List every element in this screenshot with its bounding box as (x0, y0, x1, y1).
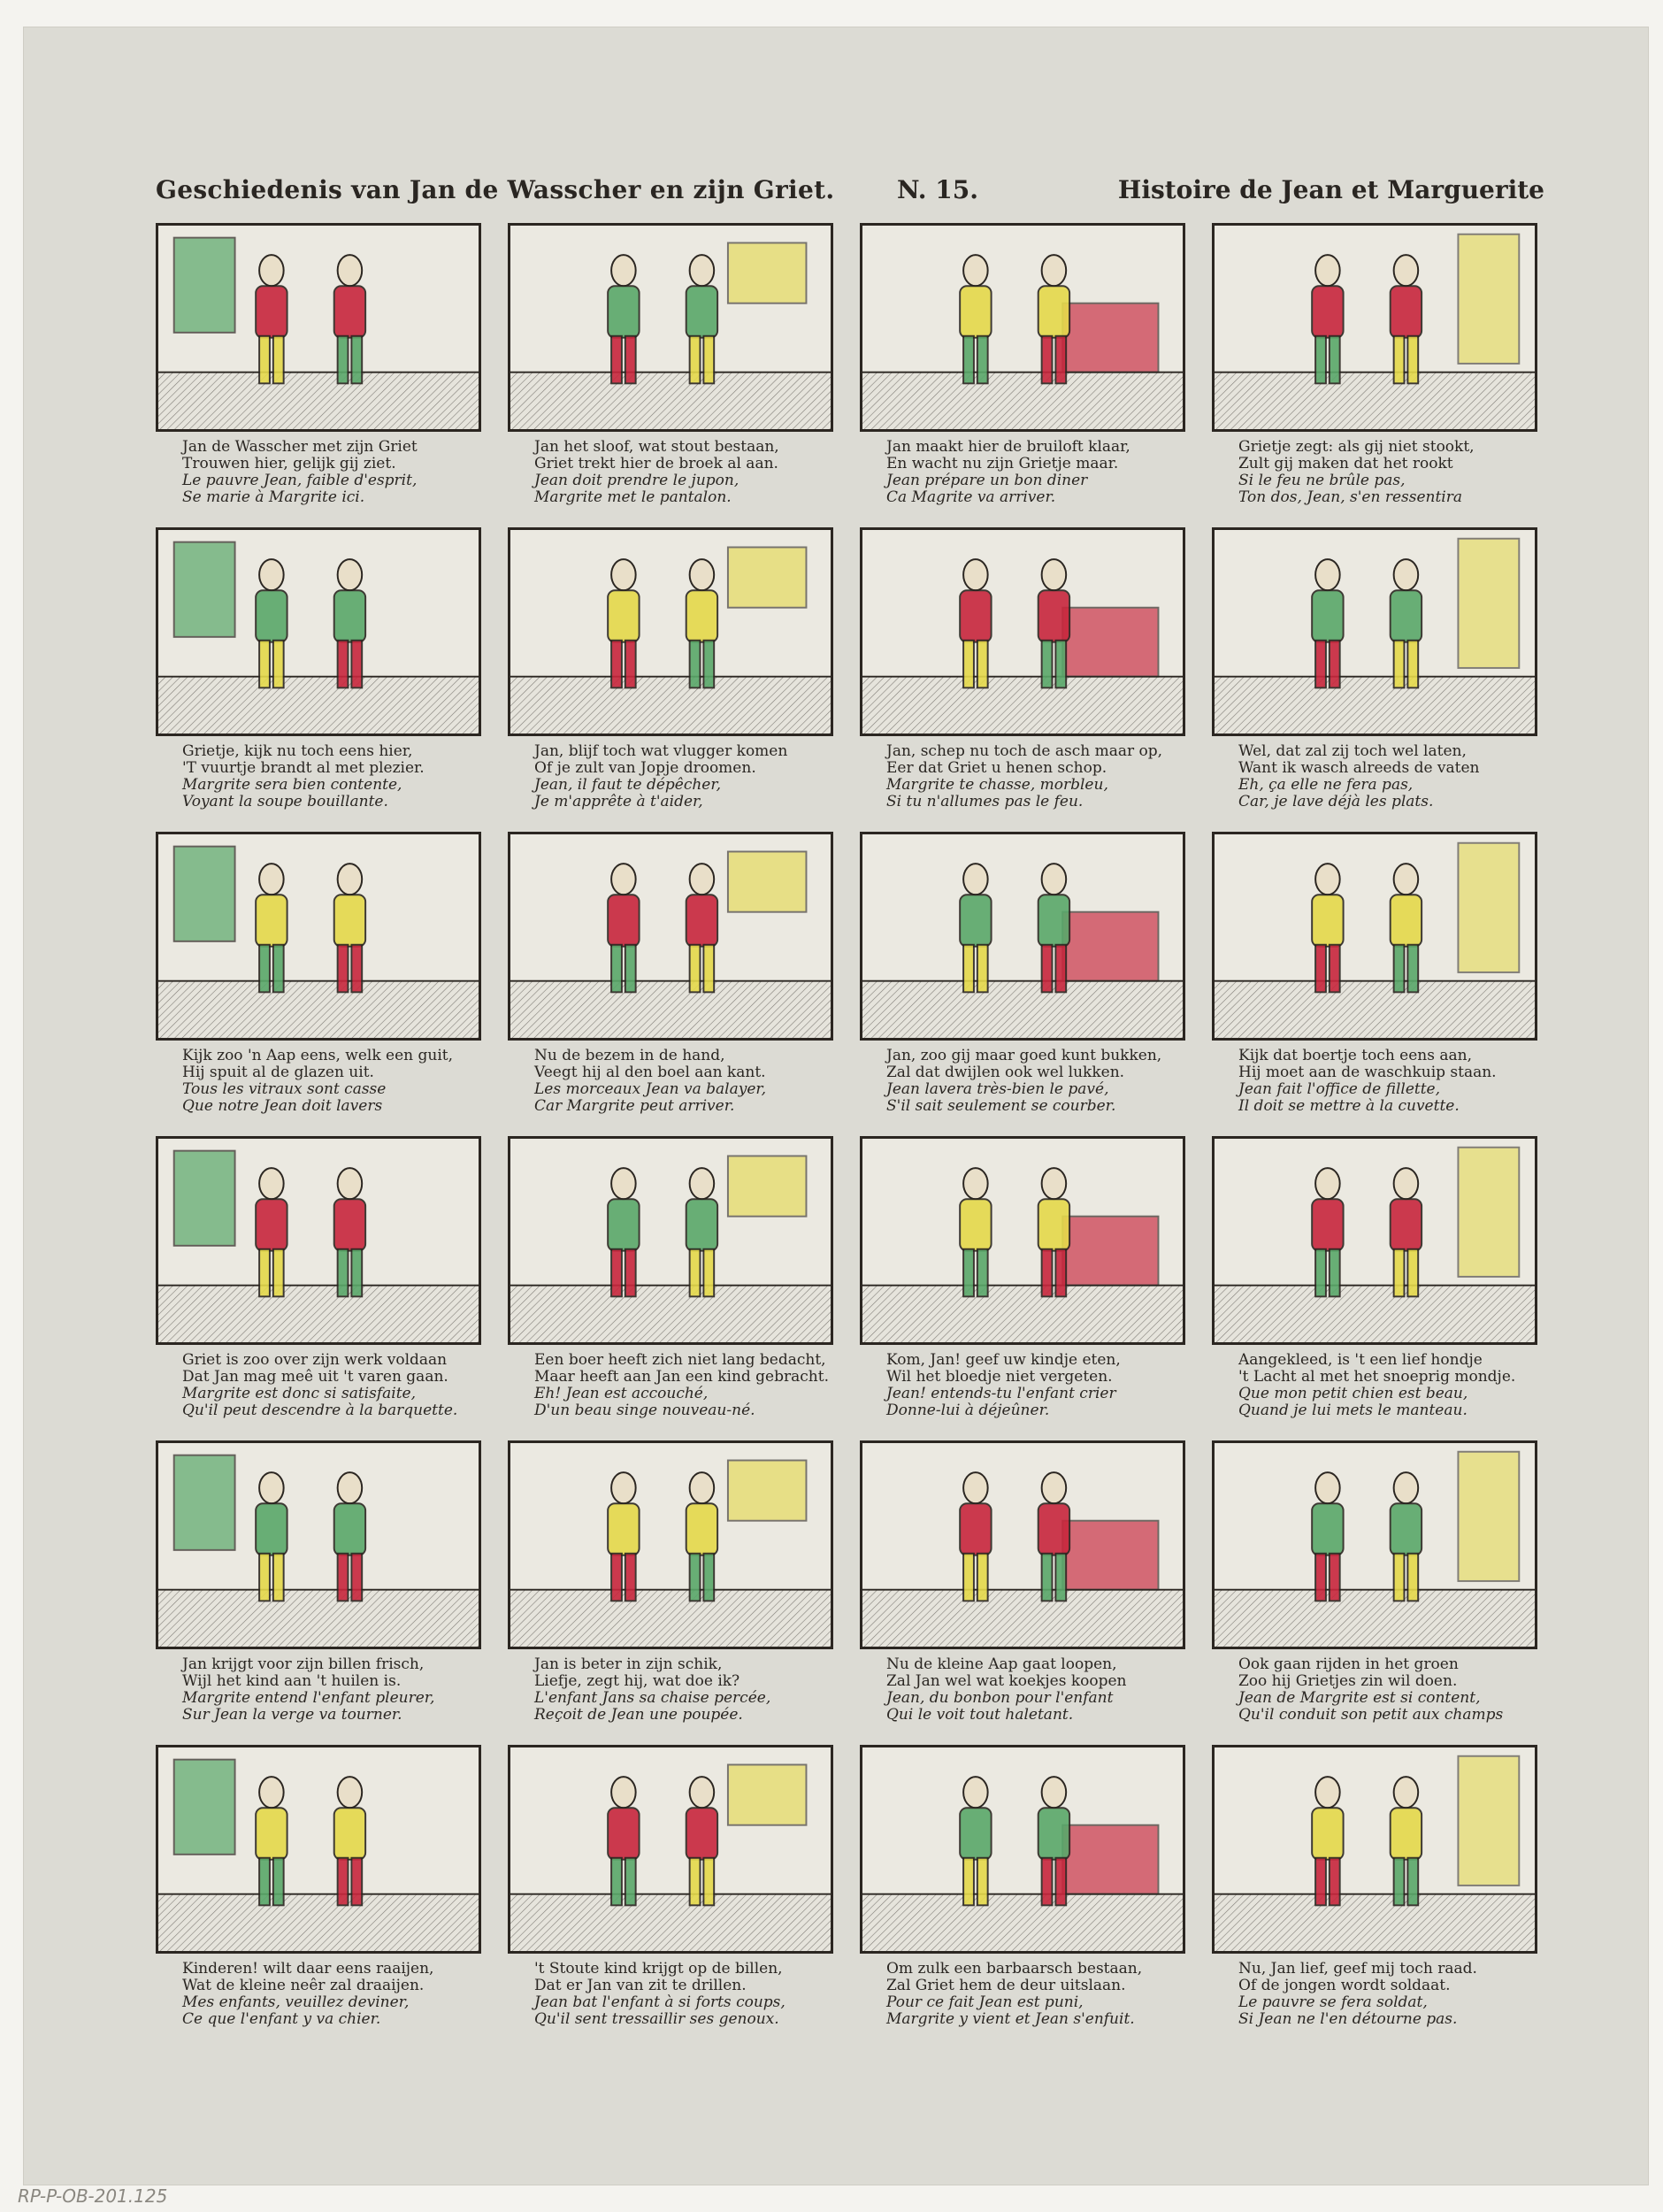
woodcut-illustration (1212, 832, 1537, 1041)
caption-dutch-line: Jan is beter in zijn schik, (534, 1655, 723, 1673)
story-panel (156, 1136, 485, 1437)
caption-dutch-line: Maar heeft aan Jan een kind gebracht. (534, 1368, 829, 1386)
woodcut-illustration (860, 1440, 1185, 1649)
woodcut-illustration (860, 1745, 1185, 1954)
story-panel (1212, 527, 1541, 828)
woodcut-illustration (508, 832, 833, 1041)
caption-dutch-line: Of de jongen wordt soldaat. (1238, 1977, 1451, 1994)
caption-french-line: Tous les vitraux sont casse (182, 1080, 387, 1098)
woodcut-illustration (508, 1136, 833, 1345)
caption-dutch-line: Aangekleed, is 't een lief hondje (1238, 1351, 1483, 1369)
story-panel (860, 1745, 1189, 2046)
story-panel (860, 1136, 1189, 1437)
caption-french-line: Jean fait l'office de fillette, (1238, 1080, 1441, 1098)
caption-dutch-line: Wil het bloedje niet vergeten. (886, 1368, 1113, 1386)
caption-dutch-line: Jan de Wasscher met zijn Griet (182, 438, 418, 456)
panel-caption (886, 743, 1187, 810)
caption-french-line: Margrite met le pantalon. (534, 488, 732, 506)
woodcut-illustration (156, 1136, 481, 1345)
caption-french-line: Ce que l'enfant y va chier. (182, 2010, 381, 2028)
caption-french-line: Eh, ça elle ne fera pas, (1238, 776, 1414, 794)
woodcut-illustration (1212, 1136, 1537, 1345)
story-panel (860, 832, 1189, 1133)
woodcut-illustration (156, 1745, 481, 1954)
caption-dutch-line: Dat er Jan van zit te drillen. (534, 1977, 747, 1994)
caption-dutch-line: Zoo hij Grietjes zin wil doen. (1238, 1672, 1458, 1690)
panel-caption (534, 1352, 835, 1419)
caption-french-line: Jean, du bonbon pour l'enfant (886, 1689, 1114, 1707)
panel-row (156, 223, 1544, 527)
story-panel (1212, 223, 1541, 524)
story-panel (1212, 832, 1541, 1133)
panel-caption (534, 439, 835, 506)
caption-dutch-line: Jan maakt hier de bruiloft klaar, (886, 438, 1130, 456)
caption-french-line: Quand je lui mets le manteau. (1238, 1402, 1468, 1419)
panel-caption (886, 1961, 1187, 2028)
caption-dutch-line: Kinderen! wilt daar eens raaijen, (182, 1960, 434, 1978)
woodcut-illustration (508, 527, 833, 736)
story-panel (1212, 1440, 1541, 1741)
caption-dutch-line: Grietje zegt: als gij niet stookt, (1238, 438, 1475, 456)
story-panel (860, 527, 1189, 828)
woodcut-illustration (508, 1745, 833, 1954)
woodcut-illustration (1212, 1440, 1537, 1649)
woodcut-illustration (1212, 527, 1537, 736)
caption-french-line: Qu'il sent tressaillir ses genoux. (534, 2010, 779, 2028)
caption-dutch-line: Zal Jan wel wat koekjes koopen (886, 1672, 1127, 1690)
caption-dutch-line: Nu, Jan lief, geef mij toch raad. (1238, 1960, 1477, 1978)
panel-caption (1238, 1961, 1539, 2028)
caption-french-line: Jean! entends-tu l'enfant crier (886, 1385, 1116, 1402)
panel-caption (182, 1961, 483, 2028)
story-panel (508, 223, 837, 524)
caption-dutch-line: Ook gaan rijden in het groen (1238, 1655, 1459, 1673)
sheet-number: N. 15. (897, 175, 979, 204)
woodcut-illustration (860, 1136, 1185, 1345)
caption-french-line: Margrite sera bien contente, (182, 776, 402, 794)
caption-french-line: Si le feu ne brûle pas, (1238, 472, 1406, 489)
caption-dutch-line: Jan, schep nu toch de asch maar op, (886, 742, 1163, 760)
panel-caption (534, 743, 835, 810)
caption-french-line: Si tu n'allumes pas le feu. (886, 793, 1084, 810)
panel-caption (182, 1048, 483, 1115)
panel-caption (886, 1352, 1187, 1419)
story-panel (156, 832, 485, 1133)
caption-dutch-line: Jan krijgt voor zijn billen frisch, (182, 1655, 425, 1673)
caption-french-line: Jean de Margrite est si content, (1238, 1689, 1481, 1707)
caption-french-line: Sur Jean la verge va tourner. (182, 1706, 402, 1724)
caption-dutch-line: Grietje, kijk nu toch eens hier, (182, 742, 413, 760)
woodcut-illustration (1212, 223, 1537, 432)
caption-french-line: Jean doit prendre le jupon, (534, 472, 740, 489)
story-panel (1212, 1745, 1541, 2046)
story-panel (156, 1440, 485, 1741)
print-sheet (23, 27, 1649, 2185)
caption-dutch-line: Trouwen hier, gelijk gij ziet. (182, 455, 396, 472)
caption-dutch-line: Wijl het kind aan 't huilen is. (182, 1672, 402, 1690)
caption-french-line: Margrite te chasse, morbleu, (886, 776, 1108, 794)
caption-dutch-line: Hij spuit al de glazen uit. (182, 1064, 374, 1081)
caption-french-line: Car, je lave déjà les plats. (1238, 793, 1434, 810)
caption-dutch-line: Want ik wasch alreeds de vaten (1238, 759, 1480, 777)
caption-french-line: L'enfant Jans sa chaise percée, (534, 1689, 771, 1707)
caption-french-line: S'il sait seulement se courber. (886, 1097, 1116, 1115)
caption-french-line: Jean bat l'enfant à si forts coups, (534, 1993, 786, 2011)
panel-caption (1238, 1352, 1539, 1419)
caption-dutch-line: Jan, blijf toch wat vlugger komen (534, 742, 788, 760)
woodcut-illustration (860, 223, 1185, 432)
caption-dutch-line: Zal Griet hem de deur uitslaan. (886, 1977, 1126, 1994)
woodcut-illustration (508, 1440, 833, 1649)
title-french: Histoire de Jean et Marguerite (1117, 175, 1544, 204)
caption-dutch-line: Nu de kleine Aap gaat loopen, (886, 1655, 1117, 1673)
story-panel (156, 223, 485, 524)
caption-french-line: Si Jean ne l'en détourne pas. (1238, 2010, 1458, 2028)
panel-row (156, 1745, 1544, 2049)
woodcut-illustration (860, 832, 1185, 1041)
caption-french-line: Eh! Jean est accouché, (534, 1385, 709, 1402)
caption-dutch-line: Kijk zoo 'n Aap eens, welk een guit, (182, 1047, 453, 1064)
caption-french-line: Le pauvre Jean, faible d'esprit, (182, 472, 418, 489)
panel-caption (886, 1656, 1187, 1724)
woodcut-illustration (1212, 1745, 1537, 1954)
caption-french-line: Mes enfants, veuillez deviner, (182, 1993, 410, 2011)
caption-dutch-line: Hij moet aan de waschkuip staan. (1238, 1064, 1497, 1081)
caption-french-line: D'un beau singe nouveau-né. (534, 1402, 755, 1419)
story-panel (1212, 1136, 1541, 1437)
caption-dutch-line: Jan het sloof, wat stout bestaan, (534, 438, 779, 456)
story-panel (156, 527, 485, 828)
caption-dutch-line: Of je zult van Jopje droomen. (534, 759, 756, 777)
panel-caption (886, 1048, 1187, 1115)
caption-dutch-line: Wat de kleine neêr zal draaijen. (182, 1977, 425, 1994)
panel-grid (156, 223, 1544, 2049)
caption-dutch-line: Griet is zoo over zijn werk voldaan (182, 1351, 448, 1369)
panel-caption (534, 1048, 835, 1115)
caption-french-line: Qu'il conduit son petit aux champs (1238, 1706, 1504, 1724)
caption-dutch-line: Zult gij maken dat het rookt (1238, 455, 1453, 472)
caption-french-line: Je m'apprête à t'aider, (534, 793, 703, 810)
archive-mark: RP-P-OB-201.125 (18, 2185, 168, 2207)
panel-caption (1238, 743, 1539, 810)
caption-french-line: Margrite est donc si satisfaite, (182, 1385, 416, 1402)
woodcut-illustration (508, 223, 833, 432)
story-panel (508, 1440, 837, 1741)
panel-caption (1238, 1656, 1539, 1724)
caption-dutch-line: Zal dat dwijlen ook wel lukken. (886, 1064, 1125, 1081)
panel-caption (1238, 1048, 1539, 1115)
story-panel (508, 832, 837, 1133)
caption-french-line: Voyant la soupe bouillante. (182, 793, 388, 810)
caption-french-line: Margrite y vient et Jean s'enfuit. (886, 2010, 1135, 2028)
panel-caption (1238, 439, 1539, 506)
caption-dutch-line: Om zulk een barbaarsch bestaan, (886, 1960, 1143, 1978)
caption-french-line: Ca Magrite va arriver. (886, 488, 1056, 506)
caption-french-line: Reçoit de Jean une poupée. (534, 1706, 743, 1724)
woodcut-illustration (156, 832, 481, 1041)
panel-caption (534, 1656, 835, 1724)
caption-french-line: Pour ce fait Jean est puni, (886, 1993, 1084, 2011)
caption-french-line: Se marie à Margrite ici. (182, 488, 365, 506)
caption-french-line: Il doit se mettre à la cuvette. (1238, 1097, 1460, 1115)
panel-caption (182, 1656, 483, 1724)
caption-dutch-line: Een boer heeft zich niet lang bedacht, (534, 1351, 826, 1369)
story-panel (860, 223, 1189, 524)
caption-french-line: Le pauvre se fera soldat, (1238, 1993, 1428, 2011)
caption-french-line: Les morceaux Jean va balayer, (534, 1080, 767, 1098)
header (156, 175, 1544, 214)
panel-row (156, 1136, 1544, 1440)
caption-dutch-line: Liefje, zegt hij, wat doe ik? (534, 1672, 740, 1690)
caption-french-line: Jean, il faut te dépêcher, (534, 776, 722, 794)
caption-dutch-line: Griet trekt hier de broek al aan. (534, 455, 778, 472)
panel-row (156, 1440, 1544, 1745)
caption-french-line: Qu'il peut descendre à la barquette. (182, 1402, 458, 1419)
caption-french-line: Car Margrite peut arriver. (534, 1097, 735, 1115)
caption-french-line: Jean lavera très-bien le pavé, (886, 1080, 1109, 1098)
story-panel (860, 1440, 1189, 1741)
panel-row (156, 832, 1544, 1136)
caption-dutch-line: 't Lacht al met het snoeprig mondje. (1238, 1368, 1516, 1386)
panel-caption (182, 1352, 483, 1419)
caption-dutch-line: 't Stoute kind krijgt op de billen, (534, 1960, 783, 1978)
panel-row (156, 527, 1544, 832)
caption-french-line: Qui le voit tout haletant. (886, 1706, 1074, 1724)
story-panel (508, 1745, 837, 2046)
story-panel (156, 1745, 485, 2046)
woodcut-illustration (156, 1440, 481, 1649)
caption-french-line: Que mon petit chien est beau, (1238, 1385, 1468, 1402)
panel-caption (182, 743, 483, 810)
woodcut-illustration (156, 527, 481, 736)
panel-caption (534, 1961, 835, 2028)
caption-french-line: Donne-lui à déjeûner. (886, 1402, 1050, 1419)
caption-french-line: Que notre Jean doit lavers (182, 1097, 383, 1115)
woodcut-illustration (156, 223, 481, 432)
caption-french-line: Ton dos, Jean, s'en ressentira (1238, 488, 1463, 506)
woodcut-illustration (860, 527, 1185, 736)
caption-dutch-line: Dat Jan mag meê uit 't varen gaan. (182, 1368, 448, 1386)
caption-dutch-line: Wel, dat zal zij toch wel laten, (1238, 742, 1467, 760)
caption-french-line: Margrite entend l'enfant pleurer, (182, 1689, 435, 1707)
caption-dutch-line: Eer dat Griet u henen schop. (886, 759, 1107, 777)
panel-caption (886, 439, 1187, 506)
caption-french-line: Jean prépare un bon diner (886, 472, 1088, 489)
panel-caption (182, 439, 483, 506)
caption-dutch-line: Kom, Jan! geef uw kindje eten, (886, 1351, 1121, 1369)
caption-dutch-line: Jan, zoo gij maar goed kunt bukken, (886, 1047, 1162, 1064)
caption-dutch-line: 'T vuurtje brandt al met plezier. (182, 759, 425, 777)
title-dutch: Geschiedenis van Jan de Wasscher en zijn Griet. (156, 175, 835, 204)
caption-dutch-line: Kijk dat boertje toch eens aan, (1238, 1047, 1472, 1064)
caption-dutch-line: Nu de bezem in de hand, (534, 1047, 725, 1064)
caption-dutch-line: Veegt hij al den boel aan kant. (534, 1064, 766, 1081)
caption-dutch-line: En wacht nu zijn Grietje maar. (886, 455, 1119, 472)
story-panel (508, 1136, 837, 1437)
story-panel (508, 527, 837, 828)
